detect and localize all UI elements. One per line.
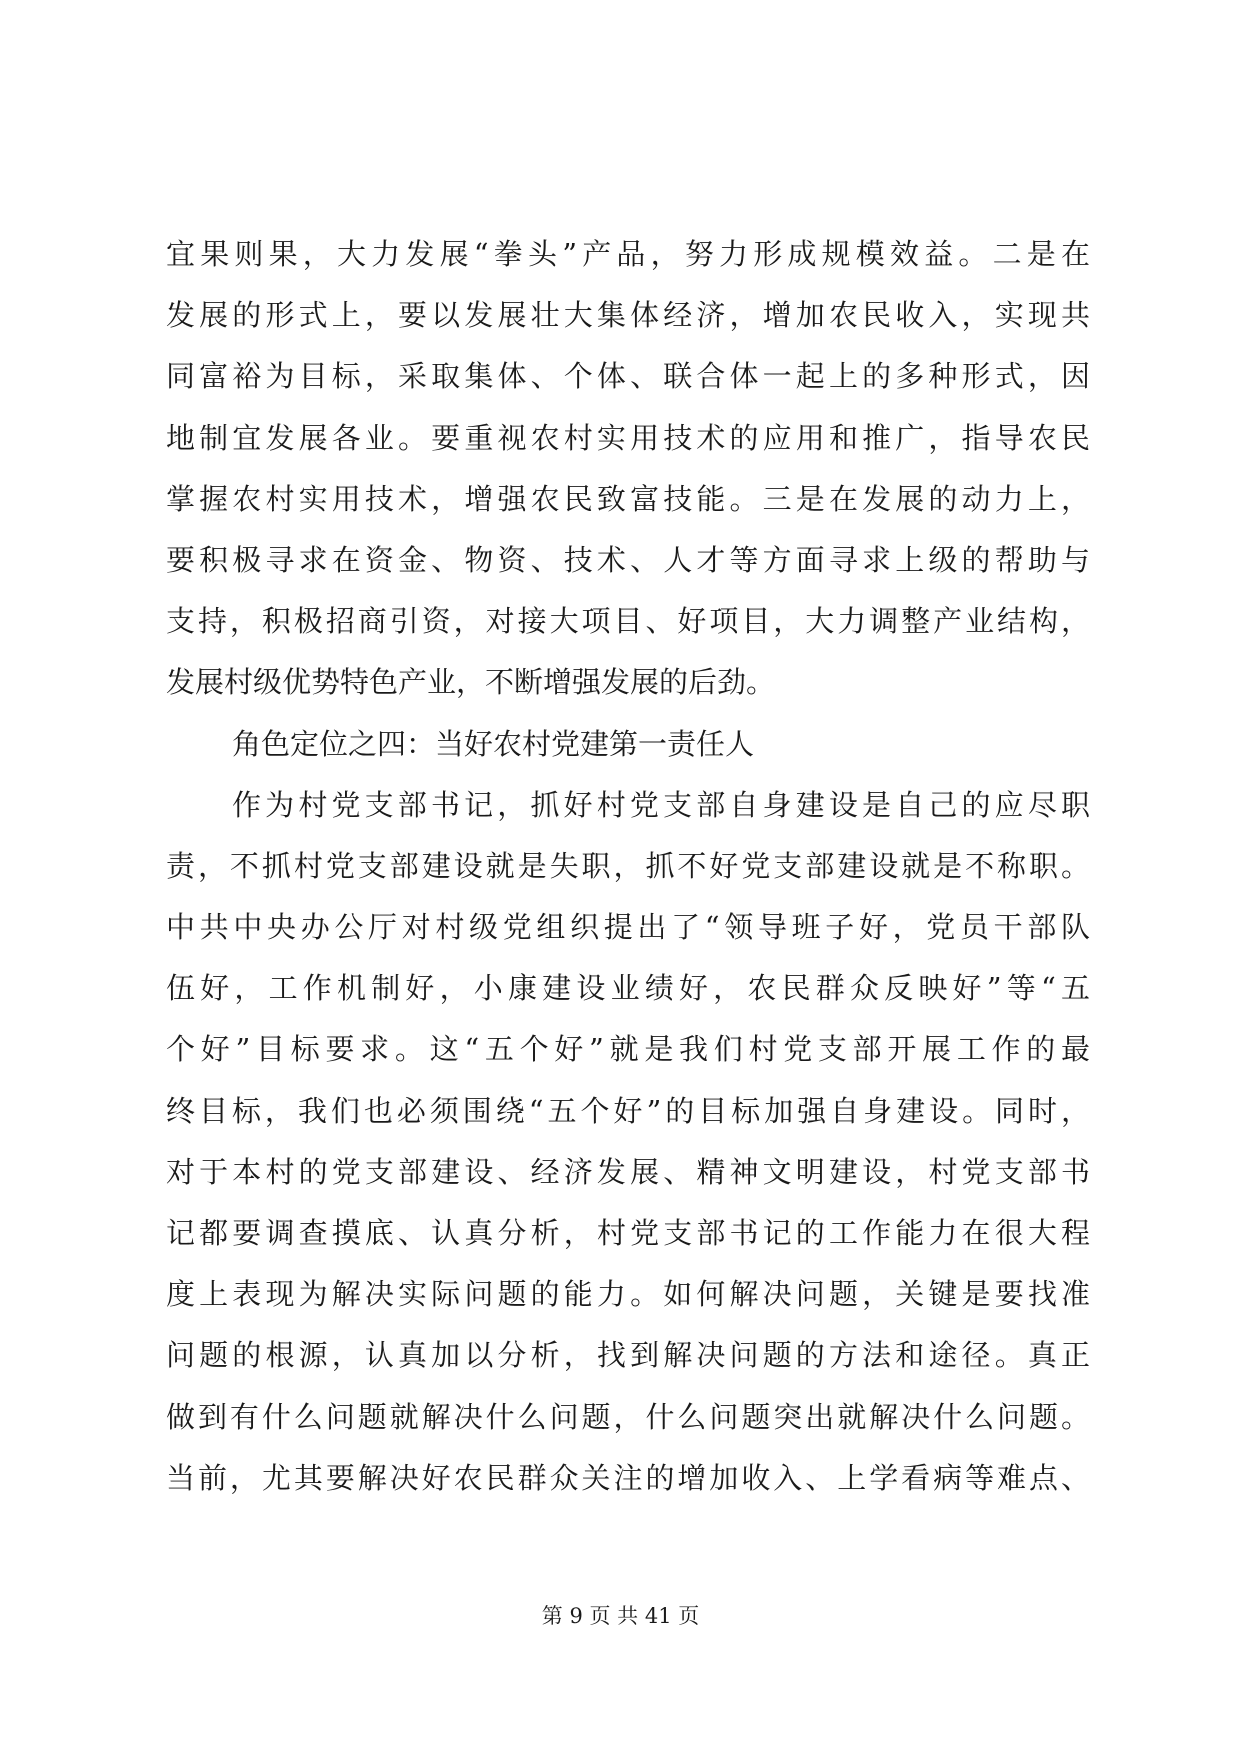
body-line: 掌握农村实用技术，增强农民致富技能。三是在发展的动力上， bbox=[166, 481, 1090, 516]
body-line: 宜果则果，大力发展“拳头”产品，努力形成规模效益。二是在 bbox=[166, 237, 1090, 271]
body-line: 地制宜发展各业。要重视农村实用技术的应用和推广，指导农民 bbox=[166, 420, 1090, 455]
body-line: 作为村党支部书记，抓好村党支部自身建设是自己的应尽职 bbox=[232, 787, 1090, 822]
body-line: 记都要调查摸底、认真分析，村党支部书记的工作能力在很大程 bbox=[166, 1216, 1090, 1250]
body-line: 度上表现为解决实际问题的能力。如何解决问题，关键是要找准 bbox=[166, 1277, 1090, 1312]
body-line: 中共中央办公厅对村级党组织提出了“领导班子好，党员干部队 bbox=[166, 910, 1090, 945]
body-line: 同富裕为目标，采取集体、个体、联合体一起上的多种形式，因 bbox=[166, 359, 1090, 394]
body-line: 问题的根源，认真加以分析，找到解决问题的方法和途径。真正 bbox=[166, 1338, 1090, 1373]
body-line: 个好”目标要求。这“五个好”就是我们村党支部开展工作的最 bbox=[166, 1032, 1090, 1067]
body-line: 终目标，我们也必须围绕“五个好”的目标加强自身建设。同时， bbox=[166, 1093, 1090, 1128]
body-line: 发展的形式上，要以发展壮大集体经济，增加农民收入，实现共 bbox=[166, 298, 1090, 333]
body-line: 对于本村的党支部建设、经济发展、精神文明建设，村党支部书 bbox=[166, 1154, 1090, 1189]
page-footer: 第 9 页 共 41 页 bbox=[541, 1604, 700, 1628]
document-body bbox=[166, 224, 1090, 1509]
body-line: 发展村级优势特色产业，不断增强发展的后劲。 bbox=[166, 665, 776, 700]
body-line: 要积极寻求在资金、物资、技术、人才等方面寻求上级的帮助与 bbox=[166, 542, 1090, 577]
body-line: 伍好，工作机制好，小康建设业绩好，农民群众反映好”等“五 bbox=[166, 971, 1090, 1006]
body-line: 支持，积极招商引资，对接大项目、好项目，大力调整产业结构， bbox=[166, 604, 1090, 639]
section-heading: 角色定位之四：当好农村党建第一责任人 bbox=[232, 726, 755, 761]
body-line: 做到有什么问题就解决什么问题，什么问题突出就解决什么问题。 bbox=[166, 1399, 1090, 1434]
body-line: 当前，尤其要解决好农民群众关注的增加收入、上学看病等难点、 bbox=[166, 1460, 1090, 1495]
body-line: 责，不抓村党支部建设就是失职，抓不好党支部建设就是不称职。 bbox=[166, 848, 1090, 883]
